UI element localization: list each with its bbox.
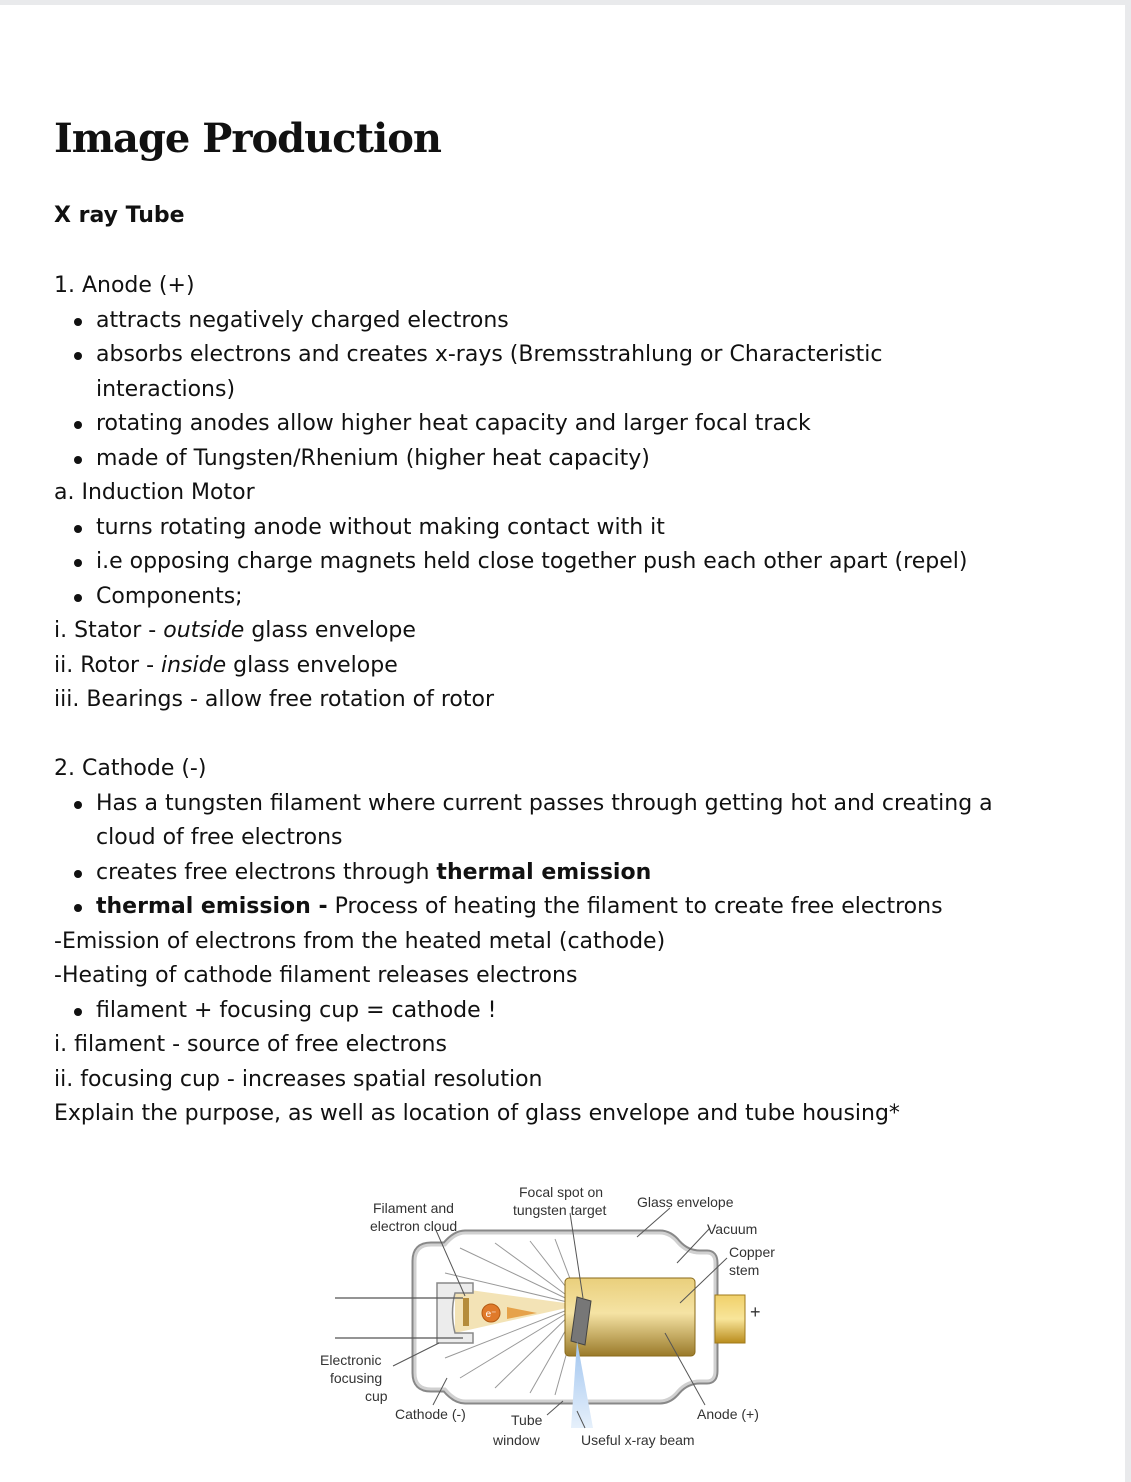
label-focal-spot: Focal spot on — [519, 1184, 604, 1200]
label-filament: electron cloud — [370, 1218, 458, 1234]
motor-heading: a. Induction Motor — [54, 480, 255, 505]
list-item — [54, 890, 1074, 925]
filament — [463, 1298, 469, 1326]
label-anode: Anode (+) — [697, 1406, 759, 1422]
list-item: filament + focusing cup = cathode ! — [54, 994, 1074, 1029]
notes-body — [54, 269, 1074, 1132]
component-item — [54, 649, 1074, 684]
label-copper-stem: stem — [729, 1262, 760, 1278]
list-item: absorbs electrons and creates x-rays (Bremsstrahlung or Characteristic — [54, 338, 1074, 373]
list-item-text: Process of heating the filament to create free electrons — [327, 894, 943, 919]
label-xray-beam: Useful x-ray beam — [581, 1432, 695, 1448]
component-text: iii. Bearings - allow free rotation of rotor — [54, 687, 495, 712]
list-item: i.e opposing charge magnets held close together push each other apart (repel) — [54, 545, 1074, 580]
xray-tube-diagram — [315, 1173, 795, 1453]
list-item: made of Tungsten/Rhenium (higher heat capacity) — [54, 442, 1074, 477]
list-item-bold: thermal emission — [436, 859, 652, 885]
list-item: attracts negatively charged electrons — [54, 304, 1074, 339]
list-item: Components; — [54, 580, 1074, 615]
label-tube-window: Tube — [511, 1412, 543, 1428]
list-item-text: creates free electrons through — [96, 859, 437, 885]
dash-note: -Emission of electrons from the heated metal (cathode) — [54, 928, 666, 954]
component-emphasis: outside — [163, 618, 245, 643]
cathode-heading: 2. Cathode (-) — [54, 756, 207, 781]
list-item-continuation: interactions) — [96, 376, 236, 402]
label-tube-window: window — [493, 1432, 540, 1448]
list-item-bold: thermal emission - — [96, 894, 328, 919]
label-filament: Filament and — [373, 1200, 454, 1216]
question-prompt: Explain the purpose, as well as location of glass envelope and tube housing* — [54, 1101, 900, 1126]
component-emphasis: inside — [161, 652, 227, 678]
label-cathode: Cathode (-) — [395, 1406, 466, 1422]
label-copper-stem: Copper — [729, 1244, 775, 1260]
document-page — [0, 5, 1125, 1482]
label-focusing-cup: focusing — [330, 1370, 383, 1386]
component-text: glass envelope — [226, 652, 398, 678]
component-item — [54, 683, 1074, 718]
list-item: Has a tungsten filament where current passes through getting hot and creating a — [54, 787, 1074, 822]
label-glass-envelope: Glass envelope — [637, 1194, 734, 1210]
anode-heading: 1. Anode (+) — [54, 273, 195, 298]
list-item — [54, 856, 1074, 891]
page-title: Image Production — [54, 115, 441, 162]
label-focal-spot: tungsten target — [513, 1202, 607, 1218]
copper-stem — [715, 1295, 745, 1343]
electron-label: e⁻ — [485, 1309, 497, 1320]
label-plus: + — [750, 1302, 761, 1322]
label-focusing-cup: Electronic — [320, 1352, 382, 1368]
label-focusing-cup: cup — [365, 1388, 388, 1404]
section-subtitle: X ray Tube — [54, 203, 185, 228]
component-text: ii. Rotor - — [54, 652, 162, 678]
list-item-continuation: cloud of free electrons — [96, 825, 343, 850]
component-item — [54, 614, 1074, 649]
dash-note: -Heating of cathode filament releases electrons — [54, 963, 578, 988]
component-text: i. Stator - — [54, 618, 164, 643]
component-text: glass envelope — [244, 618, 416, 643]
list-item: turns rotating anode without making contact with it — [54, 511, 1074, 546]
list-item: rotating anodes allow higher heat capacity and larger focal track — [54, 407, 1074, 442]
label-vacuum: Vacuum — [707, 1221, 758, 1237]
cathode-item: i. filament - source of free electrons — [54, 1032, 447, 1057]
cathode-item: ii. focusing cup - increases spatial resolution — [54, 1066, 543, 1092]
